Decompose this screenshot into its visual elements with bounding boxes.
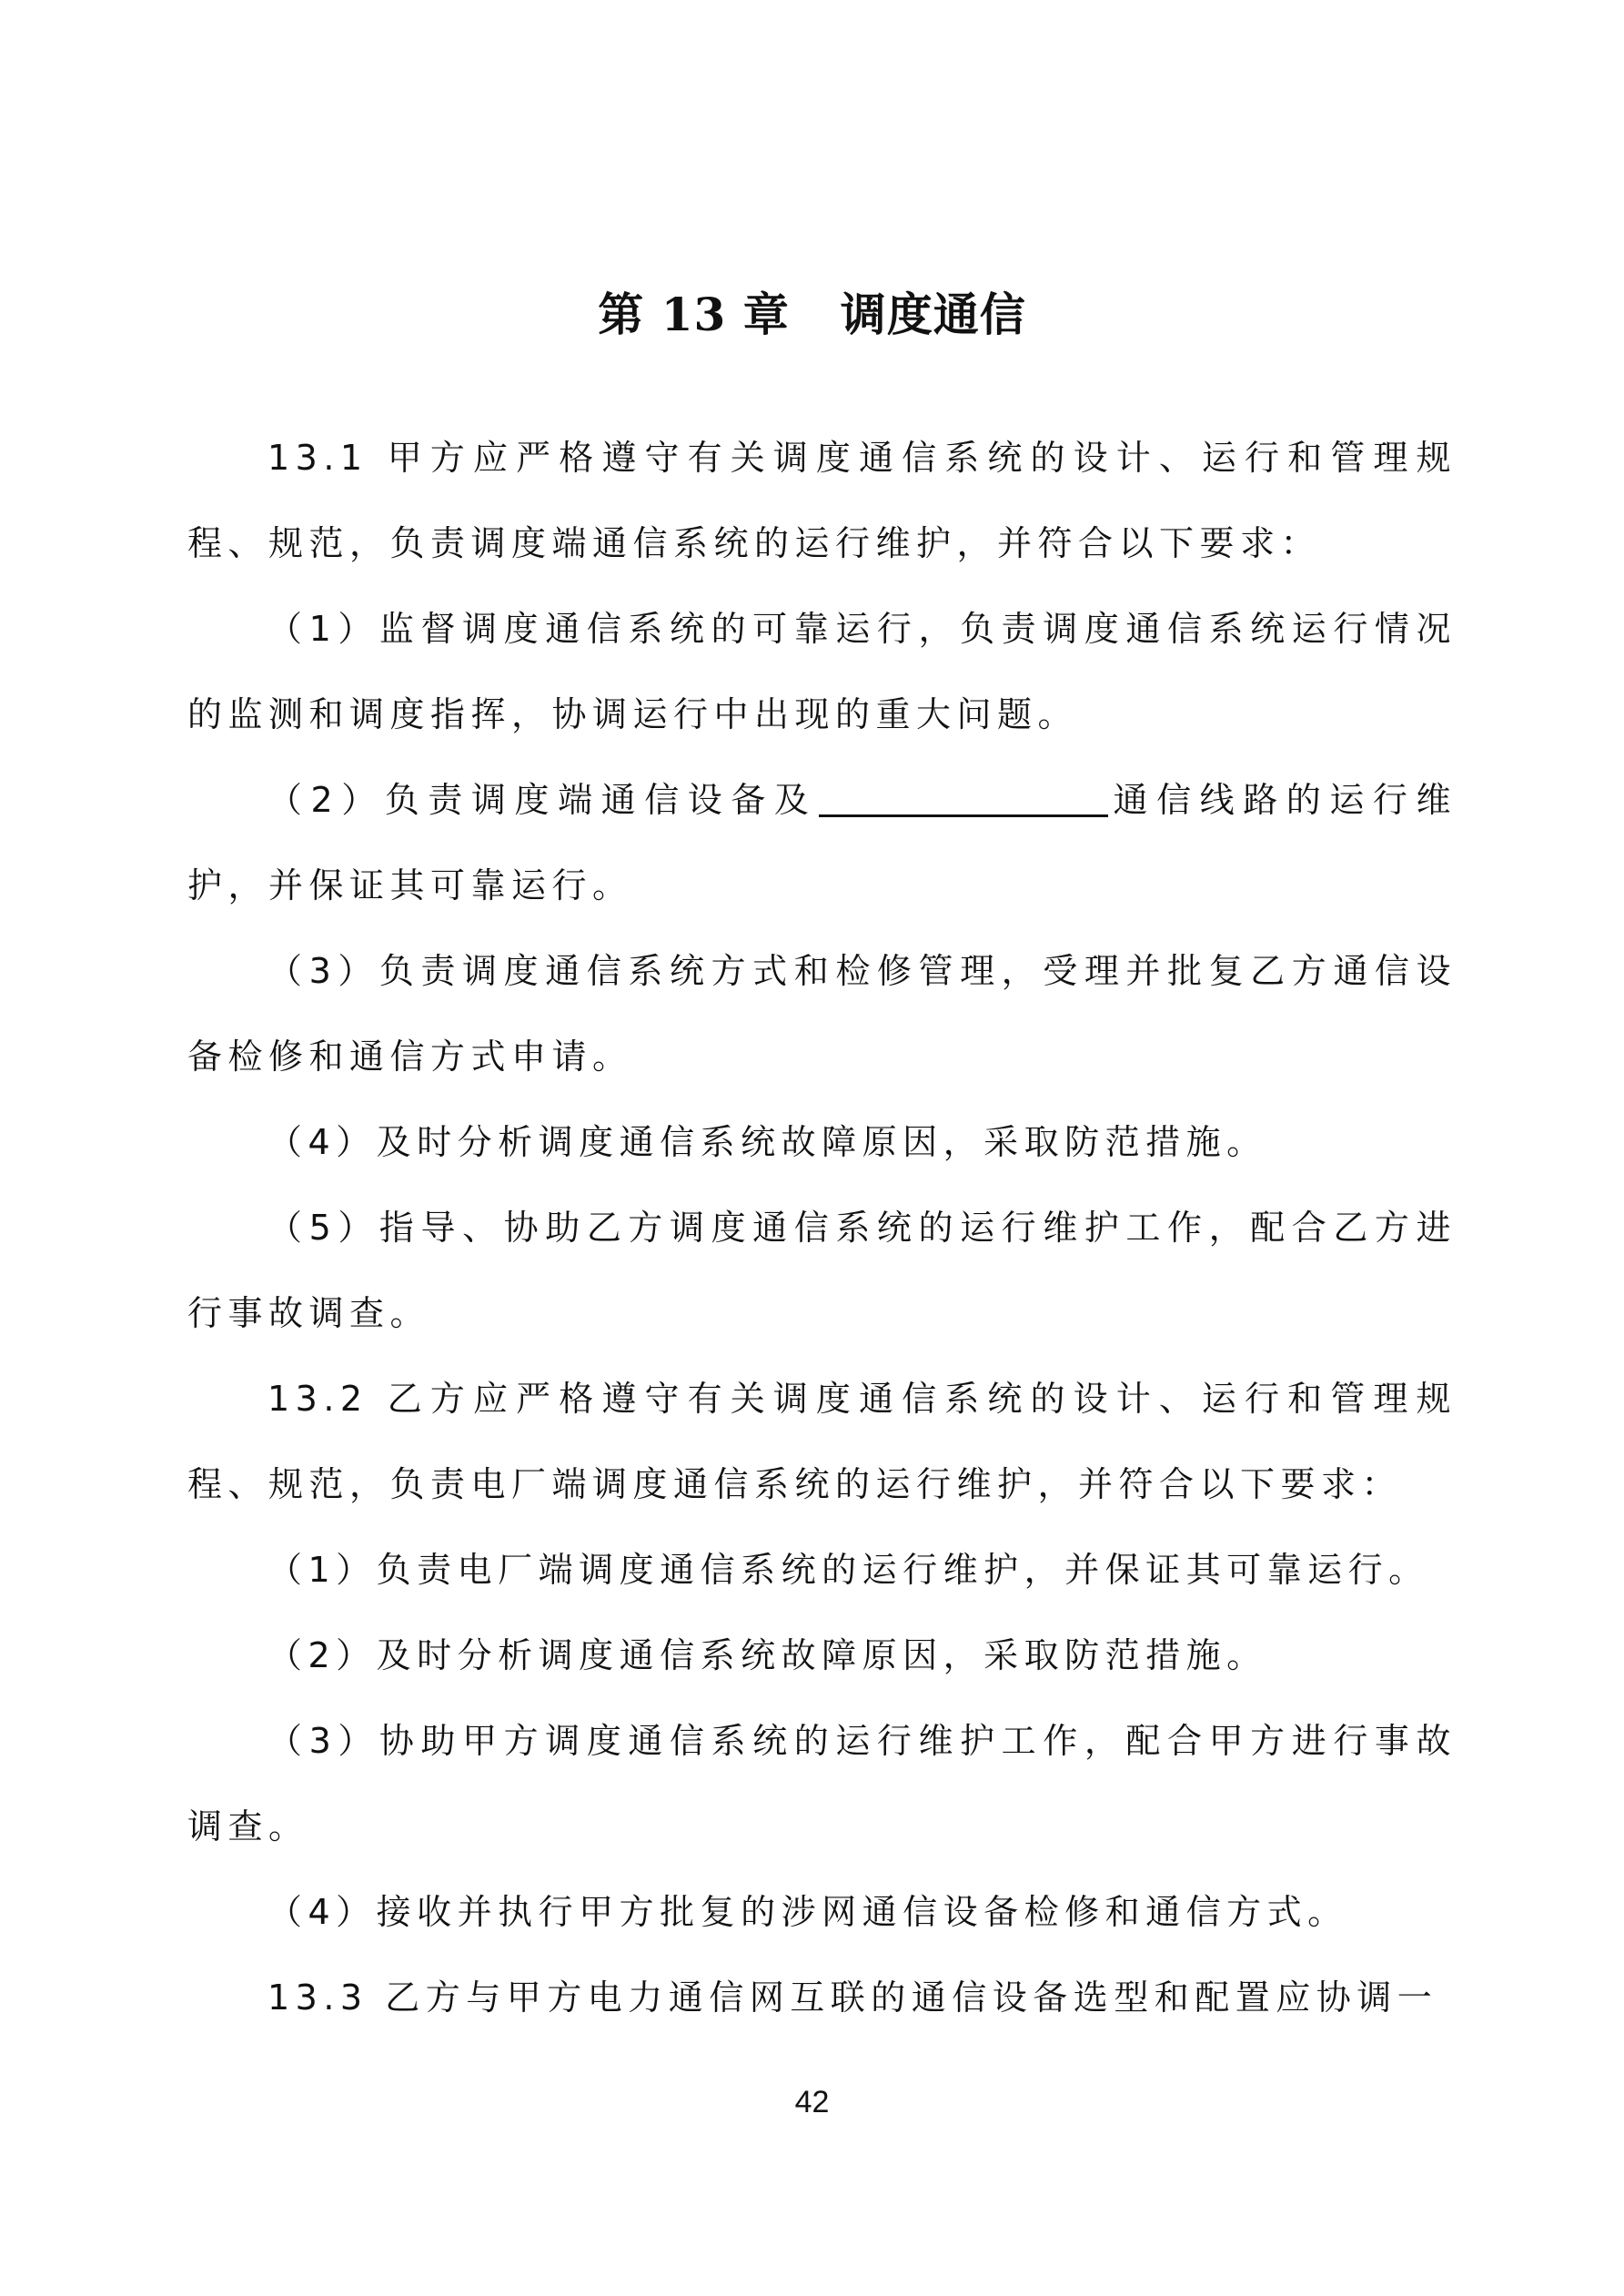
clause-13-3: 13.3 乙方与甲方电力通信网互联的通信设备选型和配置应协调一 bbox=[267, 1977, 1438, 2018]
clause-13-1-item-2-start: （2）负责调度端通信设备及 bbox=[267, 780, 818, 820]
clause-13-1-item-5: （5）指导、协助乙方调度通信系统的运行维护工作，配合乙方进行事故调查。 bbox=[187, 1208, 1457, 1333]
clause-13-1-item-2-end: 通信线路的运行维护，并保证其可靠运行。 bbox=[187, 780, 1457, 905]
clause-13-2: 13.2 乙方应严格遵守有关调度通信系统的设计、运行和管理规程、规范，负责电厂端调度通信系统的运行维护，并符合以下要求： bbox=[187, 1379, 1457, 1504]
clause-13-1-item-4: （4）及时分析调度通信系统故障原因，采取防范措施。 bbox=[267, 1122, 1267, 1162]
page-number: 42 bbox=[794, 2085, 830, 2119]
chapter-body bbox=[187, 415, 1457, 2040]
clause-13-1: 13.1 甲方应严格遵守有关调度通信系统的设计、运行和管理规程、规范，负责调度端通信系统的运行维护，并符合以下要求： bbox=[187, 438, 1457, 563]
clause-13-2-item-3: （3）协助甲方调度通信系统的运行维护工作，配合甲方进行事故调查。 bbox=[187, 1721, 1457, 1846]
chapter-title: 调度通信 bbox=[840, 288, 1026, 341]
clause-13-1-item-2 bbox=[187, 757, 1457, 928]
chapter-label: 第 13 章 bbox=[598, 288, 790, 341]
clause-13-2-item-2: （2）及时分析调度通信系统故障原因，采取防范措施。 bbox=[267, 1635, 1267, 1675]
clause-13-2-item-1: （1）负责电厂端调度通信系统的运行维护，并保证其可靠运行。 bbox=[267, 1550, 1429, 1590]
clause-13-1-item-1: （1）监督调度通信系统的可靠运行，负责调度通信系统运行情况的监测和调度指挥，协调运行中出现的重大问题。 bbox=[187, 609, 1457, 734]
clause-13-2-item-4: （4）接收并执行甲方批复的涉网通信设备检修和通信方式。 bbox=[267, 1892, 1348, 1932]
fill-in-blank-line bbox=[819, 778, 1108, 817]
chapter-heading bbox=[0, 288, 1624, 342]
clause-13-1-item-3: （3）负责调度通信系统方式和检修管理，受理并批复乙方通信设备检修和通信方式申请。 bbox=[187, 951, 1457, 1077]
